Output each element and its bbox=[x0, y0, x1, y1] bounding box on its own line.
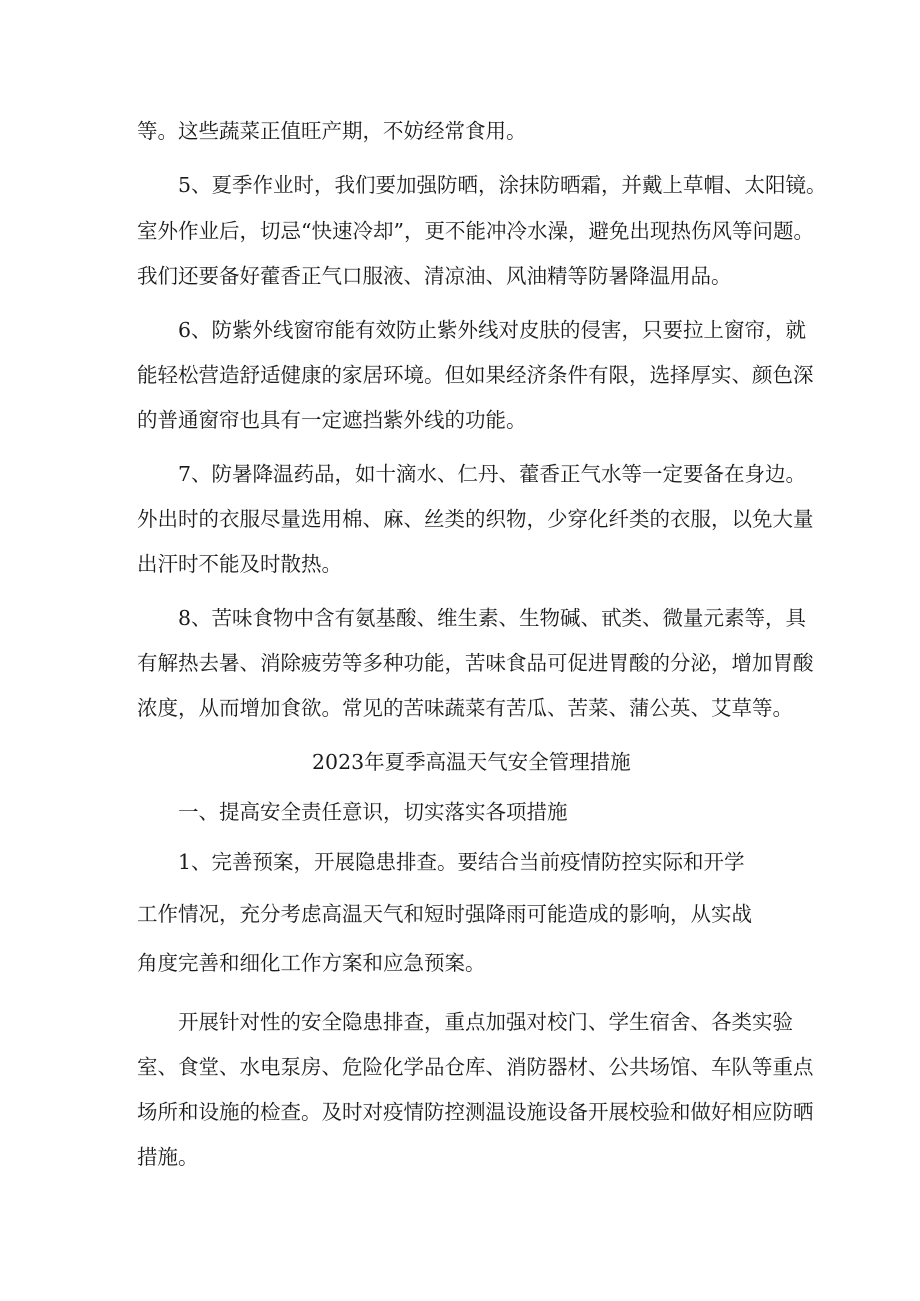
paragraph-line: 有解热去暑、消除疲劳等多种功能，苦味食品可促进胃酸的分泌，增加胃酸 bbox=[137, 651, 814, 675]
paragraph-line: 5、夏季作业时，我们要加强防晒，涂抹防晒霜，并戴上草帽、太阳镜。 bbox=[178, 173, 827, 197]
paragraph-line: 角度完善和细化工作方案和应急预案。 bbox=[137, 951, 486, 975]
paragraph-line: 场所和设施的检查。及时对疫情防控测温设施设备开展校验和做好相应防晒 bbox=[137, 1100, 814, 1124]
paragraph-line: 的普通窗帘也具有一定遮挡紫外线的功能。 bbox=[137, 408, 527, 432]
paragraph-line: 6、防紫外线窗帘能有效防止紫外线对皮肤的侵害，只要拉上窗帘，就 bbox=[178, 318, 807, 342]
paragraph-line: 我们还要备好藿香正气口服液、清凉油、风油精等防暑降温用品。 bbox=[137, 264, 732, 288]
paragraph-line: 室外作业后，切忌“快速冷却”，更不能冲冷水澡，避免出现热伤风等问题。 bbox=[137, 219, 814, 243]
paragraph-line: 1、完善预案，开展隐患排查。要结合当前疫情防控实际和开学 bbox=[178, 850, 745, 874]
paragraph-line: 工作情况，充分考虑高温天气和短时强降雨可能造成的影响，从实战 bbox=[137, 902, 752, 926]
paragraph-line: 浓度，从而增加食欲。常见的苦味蔬菜有苦瓜、苦菜、蒲公英、艾草等。 bbox=[137, 696, 793, 720]
paragraph-line: 等。这些蔬菜正值旺产期，不妨经常食用。 bbox=[137, 119, 527, 143]
section-title: 2023年夏季高温天气安全管理措施 bbox=[312, 750, 631, 774]
paragraph-line: 措施。 bbox=[137, 1145, 199, 1169]
paragraph-line: 出汗时不能及时散热。 bbox=[137, 552, 342, 576]
paragraph-line: 7、防暑降温药品，如十滴水、仁丹、藿香正气水等一定要备在身边。 bbox=[178, 462, 807, 486]
paragraph-line: 外出时的衣服尽量选用棉、麻、丝类的织物，少穿化纤类的衣服，以免大量 bbox=[137, 507, 814, 531]
section-heading: 一、提高安全责任意识，切实落实各项措施 bbox=[178, 800, 568, 824]
paragraph-line: 8、苦味食物中含有氨基酸、维生素、生物碱、甙类、微量元素等，具 bbox=[178, 606, 807, 630]
paragraph-line: 开展针对性的安全隐患排查，重点加强对校门、学生宿舍、各类实验 bbox=[178, 1010, 793, 1034]
paragraph-line: 能轻松营造舒适健康的家居环境。但如果经济条件有限，选择厚实、颜色深 bbox=[137, 363, 814, 387]
paragraph-line: 室、食堂、水电泵房、危险化学品仓库、消防器材、公共场馆、车队等重点 bbox=[137, 1055, 814, 1079]
